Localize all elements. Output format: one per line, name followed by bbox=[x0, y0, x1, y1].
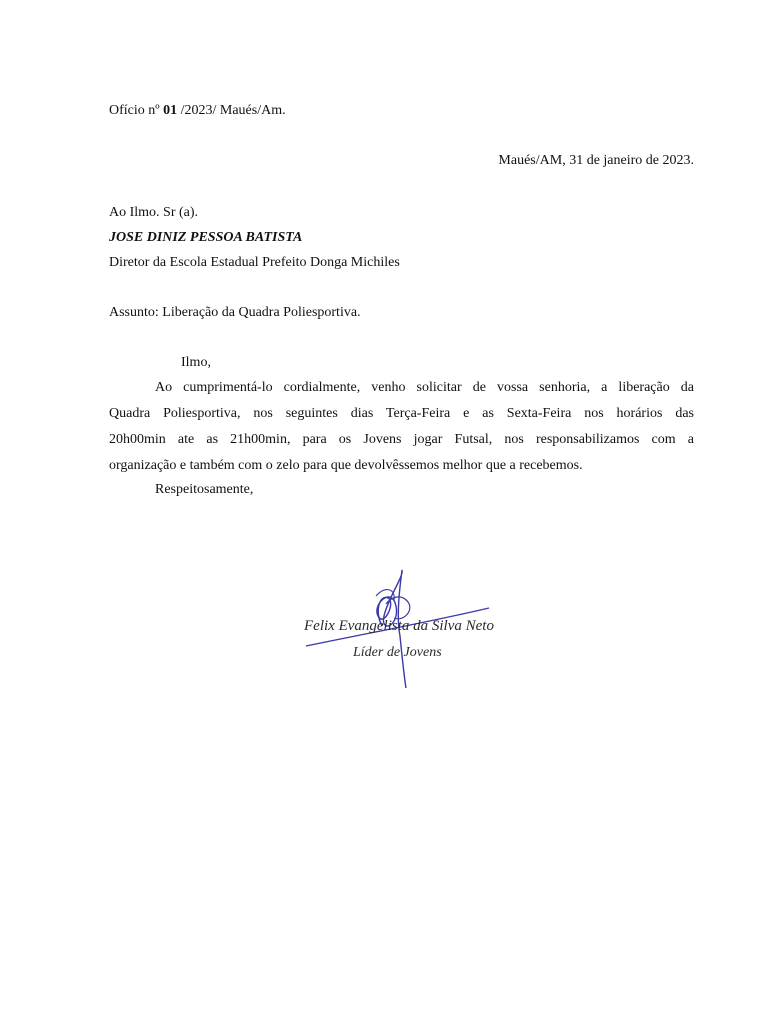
subject-line: Assunto: Liberação da Quadra Poliesportiva. bbox=[109, 305, 361, 320]
oficio-reference bbox=[109, 102, 286, 120]
recipient-salutation: Ao Ilmo. Sr (a). bbox=[109, 205, 199, 220]
recipient-name: JOSE DINIZ PESSOA BATISTA bbox=[109, 230, 303, 245]
oficio-prefix: Ofício nº bbox=[109, 103, 164, 118]
date-line: Maués/AM, 31 de janeiro de 2023. bbox=[498, 153, 694, 168]
recipient-title: Diretor da Escola Estadual Prefeito Donga Michiles bbox=[109, 255, 400, 270]
body-line-2: Quadra Poliesportiva, nos seguintes dias Terça-Feira e as Sexta-Feira nos horários das bbox=[109, 406, 694, 421]
body-line-3: 20h00min ate as 21h00min, para os Jovens jogar Futsal, nos responsabilizamos com a bbox=[109, 432, 694, 447]
greeting: Ilmo, bbox=[181, 355, 211, 370]
oficio-number: 01 bbox=[163, 103, 178, 118]
body-line-1: Ao cumprimentá-lo cordialmente, venho solicitar de vossa senhoria, a liberação da bbox=[155, 380, 694, 395]
oficio-suffix: /2023/ Maués/Am. bbox=[177, 103, 286, 118]
body-line-4: organização e também com o zelo para que devolvêssemos melhor que a recebemos. bbox=[109, 458, 583, 473]
signature-block bbox=[284, 556, 564, 692]
signature-name: Felix Evangelista da Silva Neto bbox=[304, 618, 494, 634]
signature-role: Líder de Jovens bbox=[353, 645, 442, 660]
closing: Respeitosamente, bbox=[155, 482, 254, 497]
